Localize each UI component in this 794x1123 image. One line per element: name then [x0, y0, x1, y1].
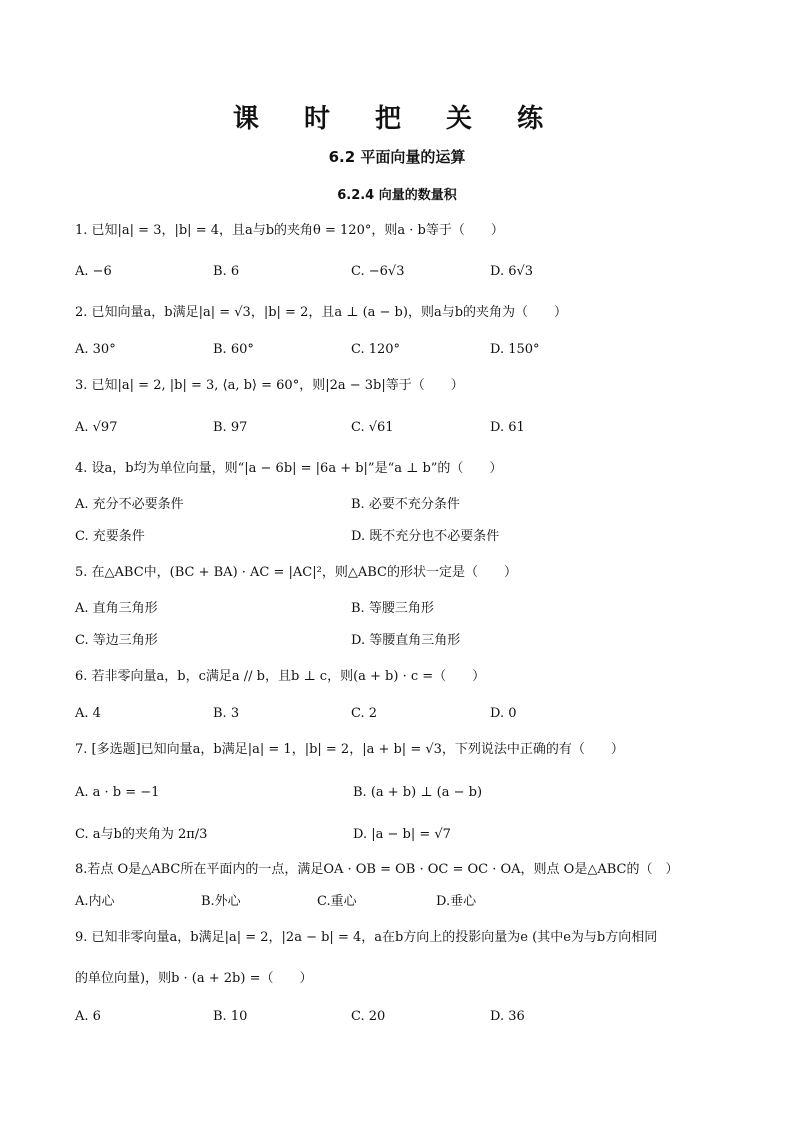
question-9-option-b: B. 10 [213, 1009, 248, 1024]
question-9-stem-continued: 的单位向量)，则b · (a + 2b) =（ ） [75, 971, 313, 986]
question-5-stem: 5. 在△ABC中，(BC + BA) · AC = |AC|²，则△ABC的形状一定是（ ） [75, 565, 517, 580]
question-7-option-b: B. (a + b) ⊥ (a − b) [353, 785, 483, 800]
question-1-option-b: B. 6 [213, 264, 240, 279]
question-3-stem: 3. 已知|a| = 2, |b| = 3, ⟨a, b⟩ = 60°，则|2a − 3b|等于（ ） [75, 378, 464, 393]
question-3-option-a: A. √97 [75, 420, 118, 435]
question-6-option-c: C. 2 [351, 706, 378, 721]
question-1-stem: 1. 已知|a| = 3，|b| = 4，且a与b的夹角θ = 120°，则a · b等于（ ） [75, 223, 504, 238]
question-2-option-d: D. 150° [490, 342, 540, 357]
question-4-option-a: A. 充分不必要条件 [75, 497, 184, 512]
question-2-option-b: B. 60° [213, 342, 254, 357]
question-8-option-c: C.重心 [317, 894, 357, 909]
question-5-option-a: A. 直角三角形 [75, 601, 158, 616]
question-7-stem: 7. [多选题]已知向量a，b满足|a| = 1，|b| = 2，|a + b| = √3，下列说法中正确的有（ ） [75, 742, 624, 757]
question-3-option-c: C. √61 [351, 420, 394, 435]
question-3-option-b: B. 97 [213, 420, 248, 435]
question-4-option-c: C. 充要条件 [75, 529, 145, 544]
question-5-option-d: D. 等腰直角三角形 [351, 633, 461, 648]
question-1-option-a: A. −6 [75, 264, 112, 279]
question-5-option-c: C. 等边三角形 [75, 633, 158, 648]
question-7-option-c: C. a与b的夹角为 2π/3 [75, 827, 208, 842]
subsection-title: 6.2.4 向量的数量积 [337, 188, 457, 203]
question-1-option-c: C. −6√3 [351, 264, 405, 279]
question-6-option-b: B. 3 [213, 706, 240, 721]
question-8-stem: 8.若点 O是△ABC所在平面内的一点，满足OA · OB = OB · OC = OC · OA，则点 O是△ABC的（ ） [75, 862, 679, 877]
question-5-option-b: B. 等腰三角形 [351, 601, 434, 616]
page-title: 课 时 把 关 练 [232, 104, 562, 134]
question-9-option-d: D. 36 [490, 1009, 525, 1024]
question-4-option-d: D. 既不充分也不必要条件 [351, 529, 500, 544]
question-7-option-a: A. a · b = −1 [75, 785, 160, 800]
question-8-option-a: A.内心 [75, 894, 115, 909]
question-6-stem: 6. 若非零向量a，b，c满足a // b，且b ⊥ c，则(a + b) · c =（ ） [75, 669, 486, 684]
question-6-option-a: A. 4 [75, 706, 101, 721]
question-9-option-a: A. 6 [75, 1009, 101, 1024]
question-1-option-d: D. 6√3 [490, 264, 534, 279]
question-4-option-b: B. 必要不充分条件 [351, 497, 460, 512]
question-3-option-d: D. 61 [490, 420, 525, 435]
question-8-option-b: B.外心 [201, 894, 241, 909]
question-4-stem: 4. 设a，b均为单位向量，则“|a − 6b| = |6a + b|”是“a ⊥ b”的（ ） [75, 461, 503, 476]
section-title: 6.2 平面向量的运算 [328, 148, 466, 166]
question-2-stem: 2. 已知向量a，b满足|a| = √3，|b| = 2，且a ⊥ (a − b)，则a与b的夹角为（ ） [75, 305, 568, 320]
question-8-option-d: D.垂心 [436, 894, 477, 909]
question-2-option-a: A. 30° [75, 342, 116, 357]
question-7-option-d: D. |a − b| = √7 [353, 827, 451, 842]
question-9-stem: 9. 已知非零向量a，b满足|a| = 2，|2a − b| = 4，a在b方向上的投影向量为e (其中e为与b方向相同 [75, 930, 658, 945]
question-6-option-d: D. 0 [490, 706, 517, 721]
question-2-option-c: C. 120° [351, 342, 401, 357]
question-9-option-c: C. 20 [351, 1009, 386, 1024]
